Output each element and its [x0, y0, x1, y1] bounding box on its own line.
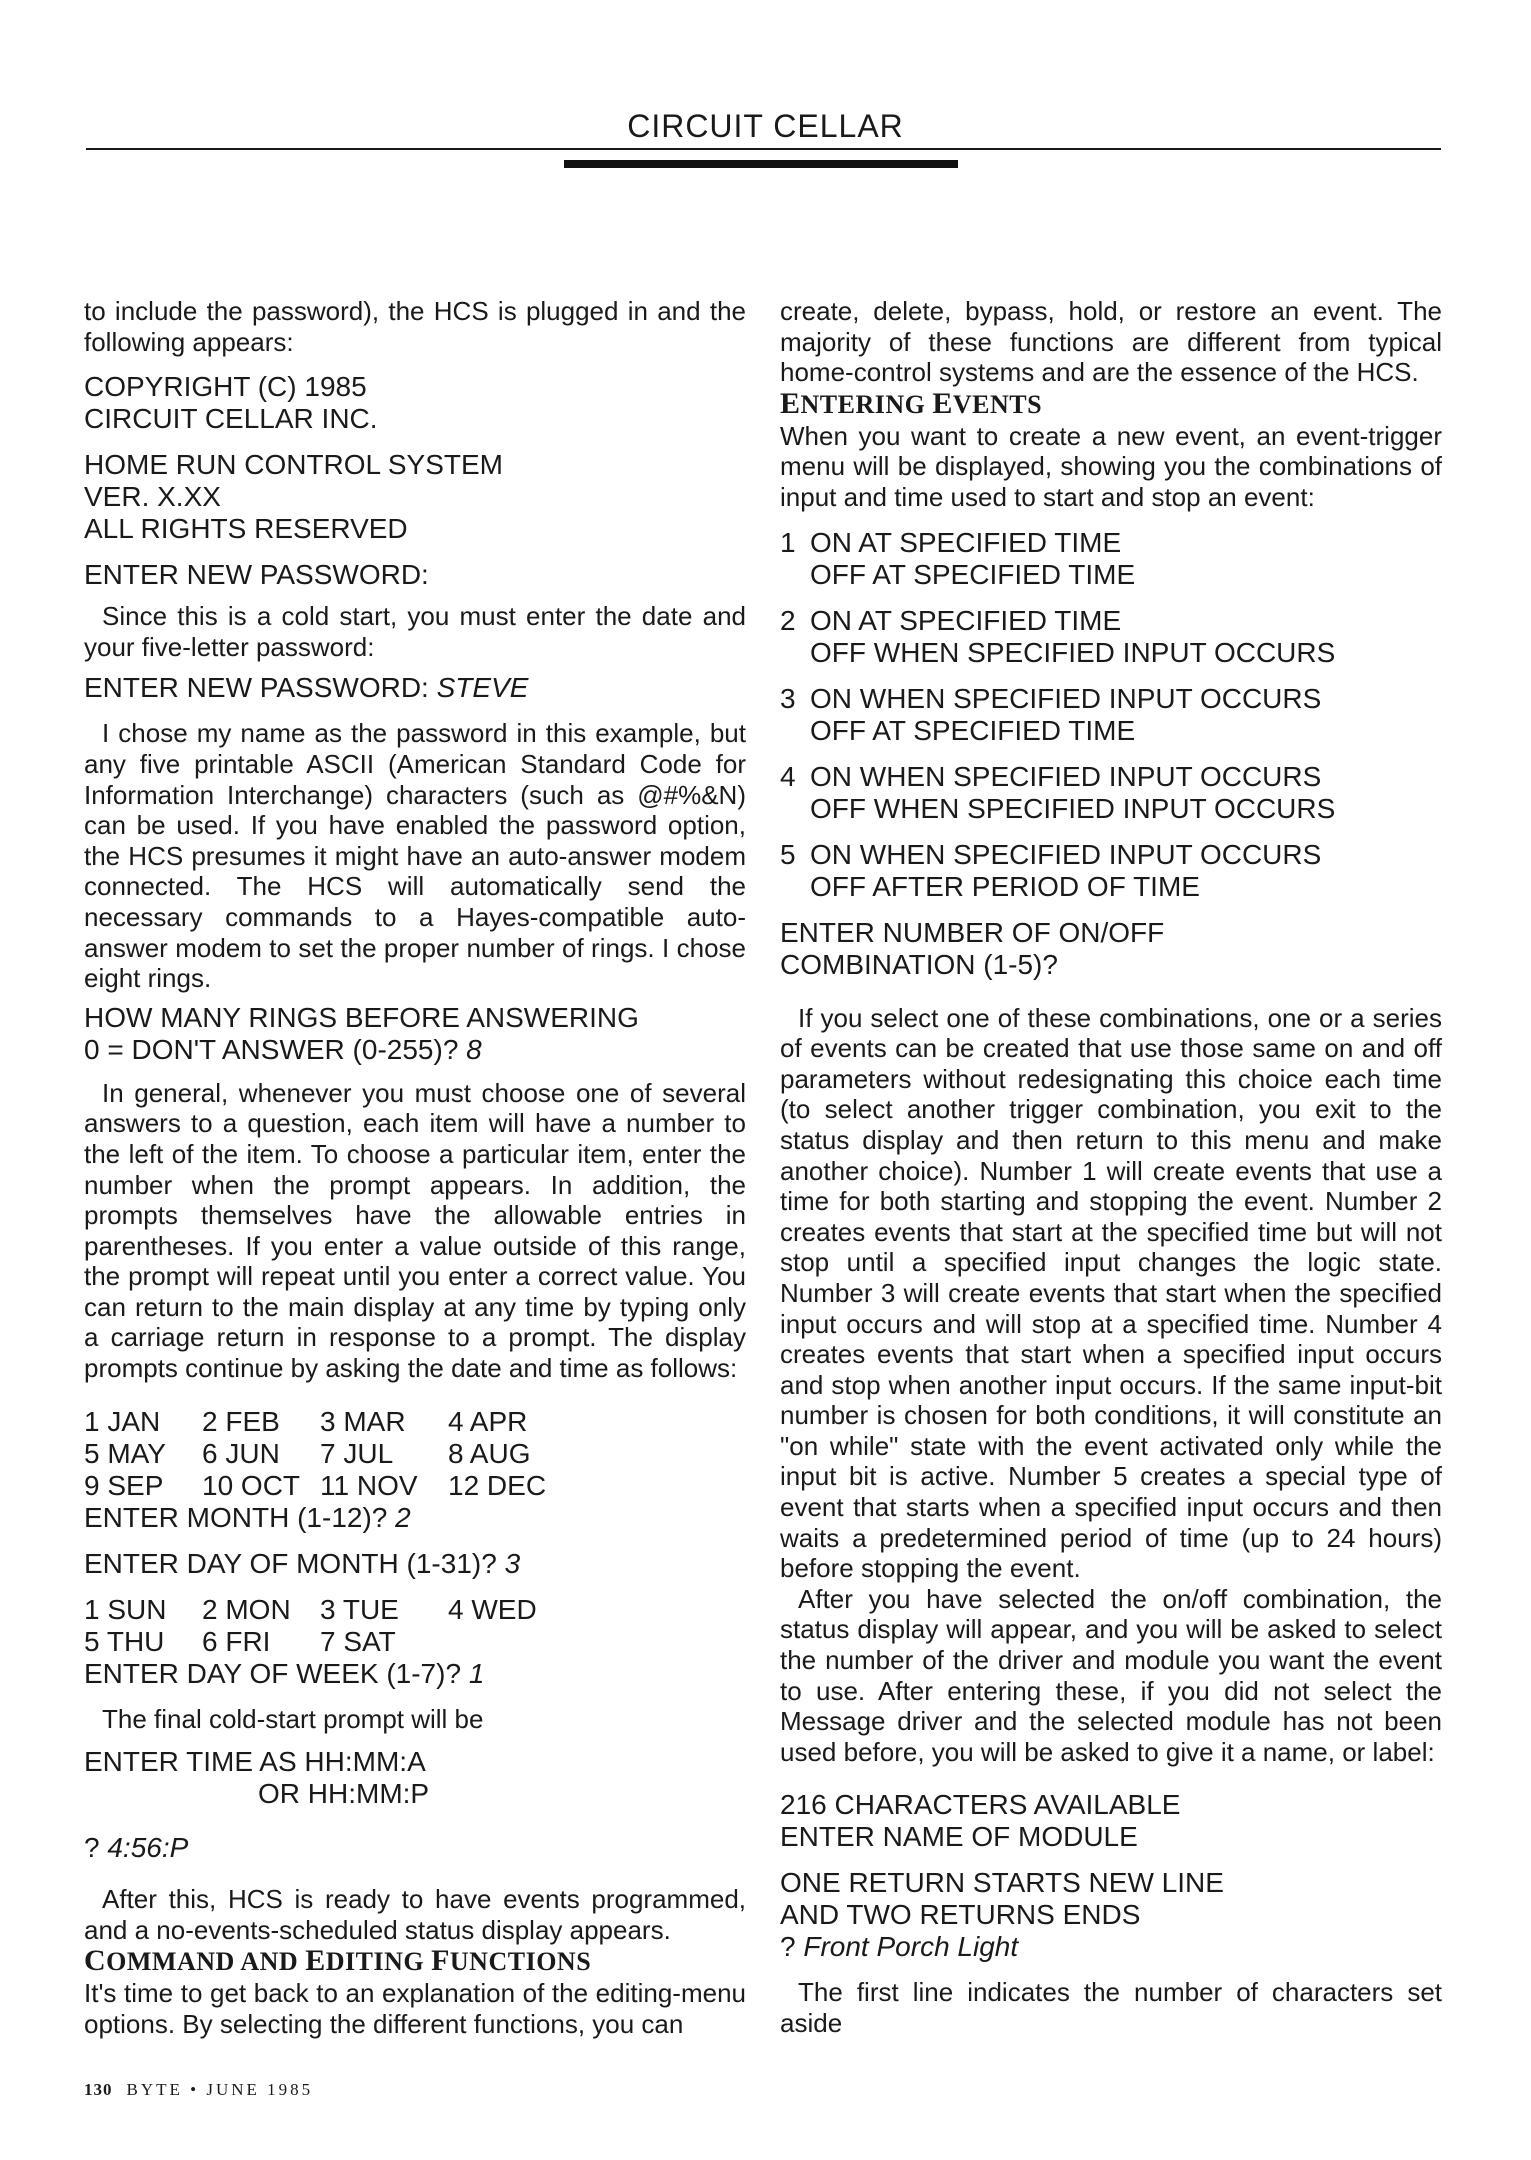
prompt-label: ENTER DAY OF MONTH (1-31)? [84, 1547, 505, 1579]
code-line [84, 1548, 746, 1580]
prompt-label: ENTER MONTH (1-12)? [84, 1501, 396, 1533]
section-heading: COMMAND AND EDITING FUNCTIONS [84, 1944, 592, 1978]
weekday-item: 3 TUE [320, 1593, 399, 1625]
trigger-option [780, 839, 1442, 903]
trigger-option [780, 527, 1442, 591]
code-line [780, 1931, 1442, 1963]
option-number: 2 [780, 604, 796, 636]
page-footer [84, 2080, 313, 2100]
month-grid [84, 1406, 746, 1502]
option-number: 5 [780, 838, 796, 870]
paragraph: I chose my name as the password in this example, but any five printable ASCII (American Standard Code for Information Interchange) characters (such as @#%&N) can be used. If you have enabled the password option, the HCS presumes it might have an auto-answer modem connected. The HCS will automatically send the necessary commands to a Hayes-compatible auto-answer modem to set the proper number of rings. I chose eight rings. [84, 718, 746, 994]
code-line: VER. X.XX [84, 481, 221, 513]
right-column [780, 296, 1442, 2039]
code-line [84, 1832, 746, 1864]
magazine-name: BYTE [126, 2080, 183, 2099]
section-heading: ENTERING EVENTS [780, 386, 1043, 420]
code-block-returns [780, 1867, 1442, 1963]
month-item: 2 FEB [202, 1405, 280, 1437]
option-off: OFF AT SPECIFIED TIME [810, 558, 1136, 590]
paragraph: Since this is a cold start, you must enter the date and your five-letter password: [84, 601, 746, 662]
code-block-copyright [84, 371, 746, 435]
prompt-label: 0 = DON'T ANSWER (0-255)? [84, 1033, 467, 1065]
paragraph: When you want to create a new event, an event-trigger menu will be displayed, showing you the combinations of input and time used to start and stop an event: [780, 420, 1442, 512]
weekday-grid [84, 1594, 746, 1658]
weekday-item: 6 FRI [202, 1625, 271, 1657]
month-item: 12 DEC [448, 1469, 547, 1501]
typed-value: 4:56:P [107, 1832, 189, 1864]
option-on: ON WHEN SPECIFIED INPUT OCCURS [810, 838, 1322, 870]
option-off: OFF AT SPECIFIED TIME [810, 714, 1136, 746]
typed-value: 2 [395, 1501, 411, 1533]
code-line: ENTER TIME AS HH:MM:A [84, 1746, 426, 1778]
option-on: ON AT SPECIFIED TIME [810, 604, 1122, 636]
code-line: COPYRIGHT (C) 1985 [84, 371, 367, 403]
code-line: HOW MANY RINGS BEFORE ANSWERING [84, 1001, 639, 1033]
option-number: 4 [780, 760, 796, 792]
option-off: OFF WHEN SPECIFIED INPUT OCCURS [810, 792, 1336, 824]
code-block-combo [780, 917, 1442, 981]
code-block-months [84, 1406, 746, 1534]
code-line: ENTER NUMBER OF ON/OFF [780, 916, 1165, 948]
month-item: 10 OCT [202, 1469, 301, 1501]
left-column [84, 296, 746, 2040]
typed-value: 8 [466, 1033, 482, 1065]
code-block-rings [84, 1002, 746, 1066]
option-number: 1 [780, 526, 796, 558]
trigger-option [780, 683, 1442, 747]
weekday-item: 2 MON [202, 1593, 291, 1625]
month-item: 5 MAY [84, 1437, 166, 1469]
typed-value: 1 [468, 1657, 485, 1689]
code-line: HOME RUN CONTROL SYSTEM [84, 449, 503, 481]
header-rule-bold [564, 160, 958, 168]
code-line [84, 1502, 746, 1534]
code-line: ALL RIGHTS RESERVED [84, 513, 408, 545]
typed-value: Front Porch Light [803, 1931, 1019, 1963]
month-item: 6 JUN [202, 1437, 280, 1469]
option-on: ON WHEN SPECIFIED INPUT OCCURS [810, 682, 1322, 714]
code-line-password [84, 672, 746, 704]
option-off: OFF WHEN SPECIFIED INPUT OCCURS [810, 636, 1336, 668]
typed-value: 3 [504, 1547, 521, 1579]
header-rule [86, 148, 1441, 150]
month-item: 11 NOV [320, 1469, 418, 1501]
paragraph: create, delete, bypass, hold, or restore an event. The majority of these functions are different from typical home-control systems and are the essence of the HCS. [780, 296, 1442, 388]
page-number: 130 [84, 2080, 113, 2099]
weekday-item: 1 SUN [84, 1593, 167, 1625]
month-item: 4 APR [448, 1405, 528, 1437]
code-line: AND TWO RETURNS ENDS [780, 1899, 1141, 1931]
code-line: COMBINATION (1-5)? [780, 948, 1058, 980]
code-line: OR HH:MM:P [258, 1778, 430, 1810]
prompt-label: ? [84, 1832, 108, 1864]
option-on: ON WHEN SPECIFIED INPUT OCCURS [810, 760, 1322, 792]
option-on: ON AT SPECIFIED TIME [810, 526, 1122, 558]
prompt-label: ENTER DAY OF WEEK (1-7)? [84, 1657, 469, 1689]
paragraph: The final cold-start prompt will be [102, 1703, 484, 1734]
issue-date: JUNE 1985 [206, 2080, 314, 2099]
option-number: 3 [780, 682, 796, 714]
month-item: 8 AUG [448, 1437, 531, 1469]
weekday-item: 7 SAT [320, 1625, 396, 1657]
separator: • [190, 2080, 200, 2099]
paragraph: It's time to get back to an explanation of the editing-menu options. By selecting the different functions, you can [84, 1978, 746, 2040]
paragraph: If you select one of these combinations, one or a series of events can be created that use those same on and off parameters without redesignating this choice each time (to select another trigger combination, you exit to the status display and then return to this menu and make another choice). Number 1 will create events that use a time for both starting and stopping the event. Number 2 creates events that start at the specified time but will not stop until a specified input changes the logic state. Number 3 will create events that start when the specified input occurs and will stop at a specified time. Number 4 creates events that start when a specified input occurs and stop when another input occurs. If the same input-bit number is chosen for both conditions, it will constitute an "on while" state with the event activated only while the input bit is active. Number 5 creates a special type of event that starts when a specified input occurs and then waits a predetermined period of time (up to 24 hours) before stopping the event. [780, 1002, 1442, 1584]
code-block-system [84, 449, 746, 545]
trigger-option [780, 761, 1442, 825]
month-item: 1 JAN [84, 1405, 161, 1437]
code-block-weekdays [84, 1594, 746, 1690]
typed-value: STEVE [436, 672, 529, 704]
month-item: 3 MAR [320, 1405, 406, 1437]
option-off: OFF AFTER PERIOD OF TIME [810, 870, 1200, 902]
month-item: 7 JUL [320, 1437, 394, 1469]
code-block-chars [780, 1789, 1442, 1853]
paragraph: The first line indicates the number of characters set aside [780, 1977, 1442, 2038]
code-line [84, 1658, 746, 1690]
code-line [84, 1034, 746, 1066]
section-title: CIRCUIT CELLAR [627, 108, 904, 144]
weekday-item: 5 THU [84, 1625, 165, 1657]
prompt-label: ENTER NEW PASSWORD: [84, 672, 437, 704]
code-line: ENTER NAME OF MODULE [780, 1821, 1138, 1853]
code-line: ENTER NEW PASSWORD: [84, 559, 429, 591]
month-item: 9 SEP [84, 1469, 164, 1501]
code-line: 216 CHARACTERS AVAILABLE [780, 1789, 1181, 1821]
paragraph: After you have selected the on/off combination, the status display will appear, and you will be asked to select the number of the driver and module you want the event to use. After entering these, if you did not select the Message driver and the selected module has not been used before, you will be asked to give it a name, or label: [780, 1583, 1442, 1767]
prompt-label: ? [780, 1931, 804, 1963]
trigger-option [780, 605, 1442, 669]
code-line: ONE RETURN STARTS NEW LINE [780, 1867, 1224, 1899]
weekday-item: 4 WED [448, 1593, 537, 1625]
code-line: CIRCUIT CELLAR INC. [84, 403, 378, 435]
trigger-options [780, 527, 1442, 903]
paragraph: In general, whenever you must choose one of several answers to a question, each item will have a number to the left of the item. To choose a particular item, enter the number when the prompt appears. In addition, the prompts themselves have the allowable entries in parentheses. If you enter a value outside of this range, the prompt will repeat until you enter a correct value. You can return to the main display at any time by typing only a carriage return in response to a prompt. The display prompts continue by asking the date and time as follows: [84, 1077, 746, 1384]
code-block-time [84, 1746, 746, 1810]
paragraph: After this, HCS is ready to have events programmed, and a no-events-scheduled status display appears. [84, 1884, 746, 1945]
paragraph: to include the password), the HCS is plugged in and the following appears: [84, 296, 746, 357]
